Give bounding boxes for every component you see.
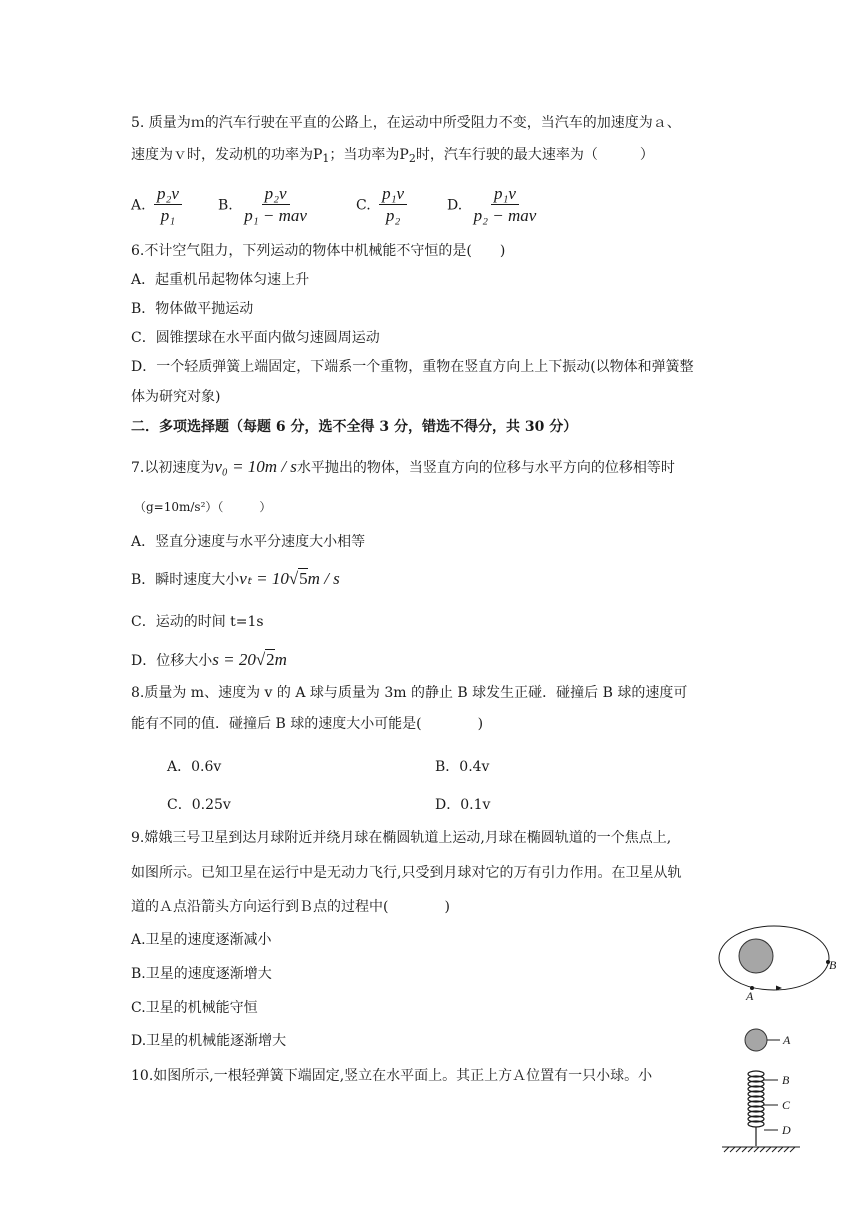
q6-option-a: A．起重机吊起物体匀速上升 (131, 272, 310, 288)
q7-option-b: B．瞬时速度大小vₜ = 10√5m / s (131, 569, 340, 588)
q7-condition: （g=10m/s²）（ ） (134, 500, 272, 514)
q8-option-c: C．0.25v (167, 797, 231, 813)
q8-option-b: B．0.4v (435, 759, 490, 775)
q8-line1: 8.质量为 m、速度为 v 的 A 球与质量为 3m 的静止 B 球发生正碰．碰撞后 B 球的速度可 (131, 685, 688, 701)
q5-option-d: D. $\frac{\text{p₁v}}{\text{p₂ − mav}}$ (447, 184, 543, 227)
ground-icon (722, 1147, 800, 1152)
q5-option-b: B. $\frac{\text{p₂v}}{\text{p₁ − mav}}$ (218, 184, 314, 227)
section-heading: 二．多项选择题（每题 6 分，选不全得 3 分，错选不得分，共 30 分） (131, 419, 578, 435)
q6-option-b: B．物体做平抛运动 (131, 301, 254, 317)
q6-option-d-line2: 体为研究对象) (131, 389, 221, 405)
spring-figure (720, 1022, 830, 1156)
fraction: $\frac{\text{p₁v}}{\text{p₂}}$ (379, 184, 407, 227)
q7-option-a: A．竖直分速度与水平分速度大小相等 (131, 534, 366, 550)
q9-option-b: B.卫星的速度逐渐增大 (131, 966, 272, 982)
q7-option-d: D．位移大小s = 20√2m (131, 650, 287, 669)
fraction: $\frac{\text{p₁v}}{\text{p₂ − mav}}$ (473, 184, 537, 225)
q7-option-c: C．运动的时间 t=1s (131, 614, 264, 630)
fraction: $\frac{\text{p₂v}}{\text{p₁}}$ (154, 184, 182, 227)
label-a: A (783, 1033, 791, 1047)
q9-option-d: D.卫星的机械能逐渐增大 (131, 1033, 287, 1049)
q5-option-a: A. $\frac{\text{p₂v}}{\text{p₁}}$ (131, 184, 186, 227)
q9-line1: 9.嫦娥三号卫星到达月球附近并绕月球在椭圆轨道上运动,月球在椭圆轨道的一个焦点上, (131, 830, 672, 846)
ball-icon (745, 1029, 767, 1051)
moon-icon (739, 939, 773, 973)
label-a: A (746, 989, 754, 1003)
spring-icon (748, 1071, 764, 1146)
label-c: C (782, 1098, 791, 1112)
orbit-figure (712, 916, 842, 1004)
q8-option-d: D．0.1v (435, 797, 491, 813)
q8-line2: 能有不同的值．碰撞后 B 球的速度大小可能是( ) (131, 716, 484, 732)
label-b: B (829, 958, 837, 972)
q6-stem: 6.不计空气阻力，下列运动的物体中机械能不守恒的是( ) (131, 243, 506, 259)
q9-option-c: C.卫星的机械能守恒 (131, 1000, 258, 1016)
q6-option-d-line1: D．一个轻质弹簧上端固定，下端系一个重物，重物在竖直方向上上下振动(以物体和弹簧整 (131, 359, 694, 375)
q7-stem: 7.以初速度为v₀ = 10m / s水平抛出的物体，当竖直方向的位移与水平方向的位移相等时 (131, 457, 675, 476)
orbit-ellipse (719, 926, 829, 990)
label-d: D (782, 1123, 791, 1137)
fraction: $\frac{\text{p₂v}}{\text{p₁ − mav}}$ (244, 184, 307, 225)
q5-option-c: C. $\frac{\text{p₁v}}{\text{p₂}}$ (356, 184, 411, 227)
label-b: B (782, 1073, 790, 1087)
q10-line1: 10.如图所示,一根轻弹簧下端固定,竖立在水平面上。其正上方Ａ位置有一只小球。小 (131, 1068, 653, 1084)
q9-line3: 道的Ａ点沿箭头方向运行到Ｂ点的过程中( ) (131, 899, 450, 915)
q9-line2: 如图所示。已知卫星在运行中是无动力飞行,只受到月球对它的万有引力作用。在卫星从轨 (131, 865, 682, 881)
q8-option-a: A．0.6v (167, 759, 222, 775)
q6-option-c: C．圆锥摆球在水平面内做匀速圆周运动 (131, 330, 380, 346)
q5-line2: 速度为ｖ时，发动机的功率为$P_1$；当功率为$P_2$时，汽车行驶的最大速率为（ ） (131, 147, 654, 165)
q5-line1: 5. 质量为ｍ的汽车行驶在平直的公路上，在运动中所受阻力不变，当汽车的加速度为ａ、 (131, 115, 681, 131)
q9-option-a: A.卫星的速度逐渐减小 (131, 932, 272, 948)
